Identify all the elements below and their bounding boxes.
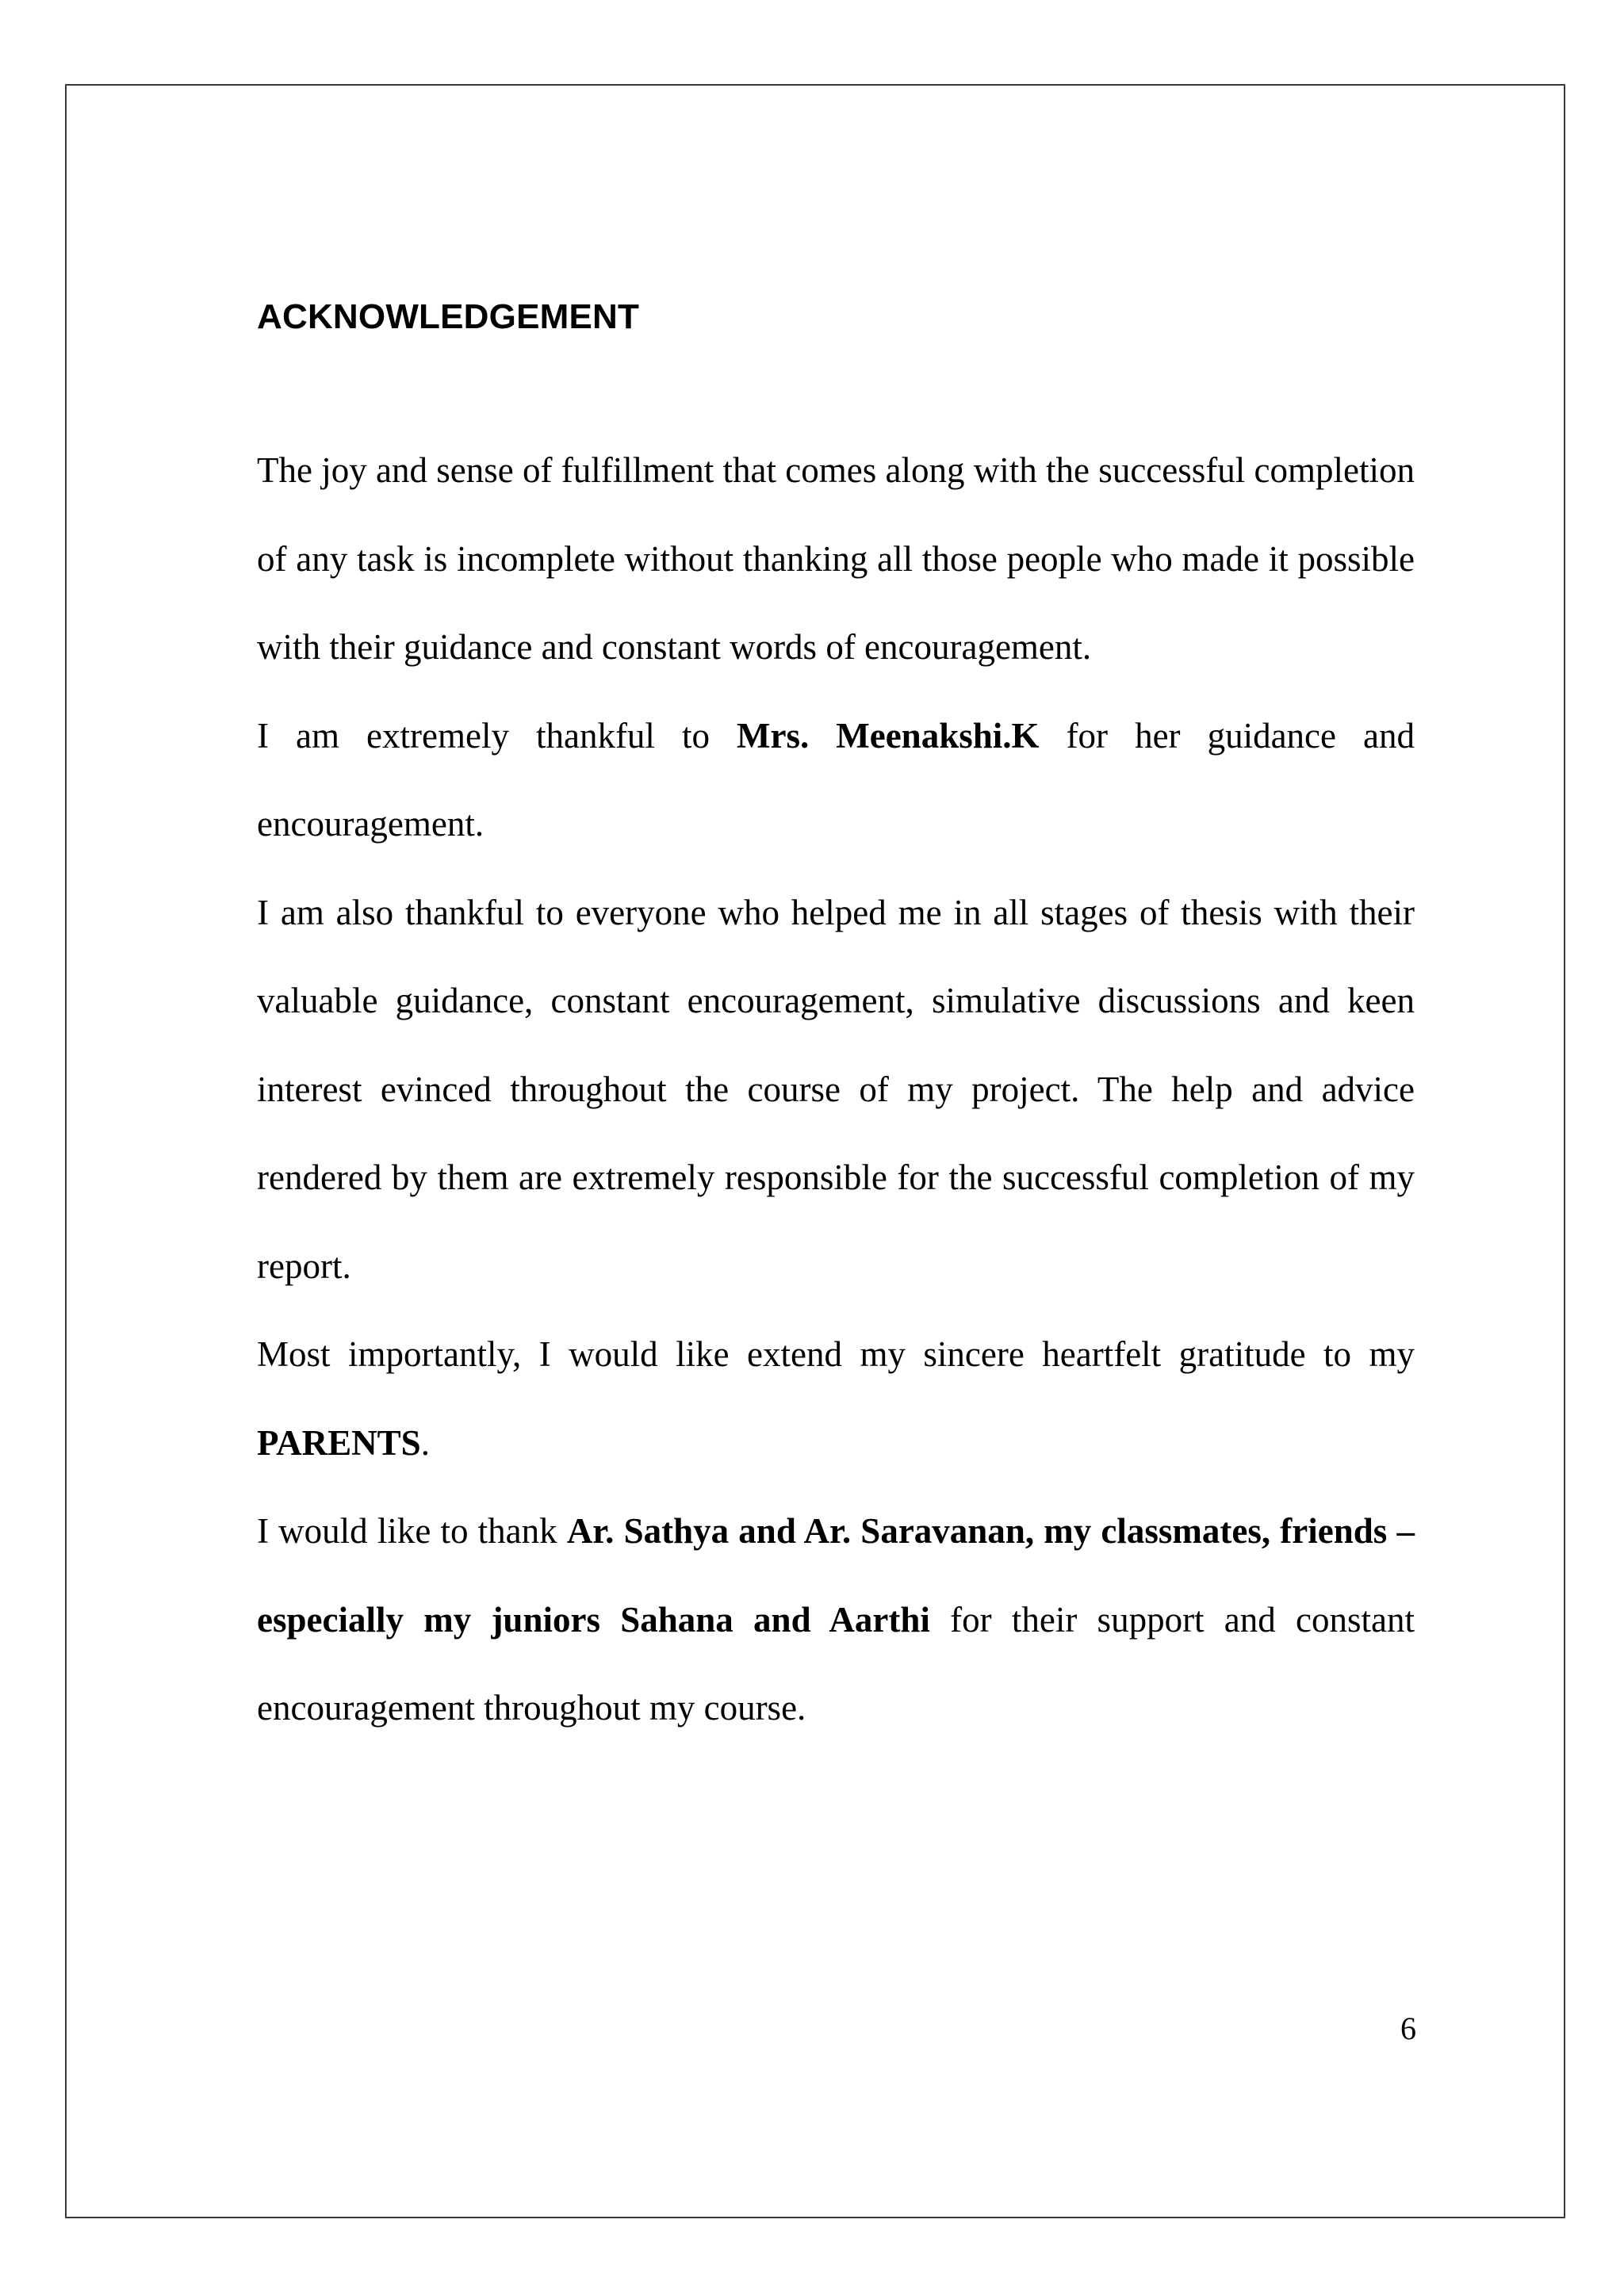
paragraph-everyone-thanks: I am also thankful to everyone who helped me in all stages of thesis with their valuable guidance, constant encouragement, simulative discussions and keen interest evinced throughout the course of my project. The help and advice rendered by them are extremely responsible for the successful completion of my report. bbox=[257, 892, 1415, 1286]
text-segment: I would like to thank bbox=[257, 1511, 567, 1551]
paragraph-parents-thanks bbox=[257, 1311, 1415, 1487]
text-segment: I am extremely thankful to bbox=[257, 715, 737, 756]
paragraph-intro: The joy and sense of fulfillment that comes along with the successful completion of any task is incomplete without thanking all those people who made it possible with their guidance and constant words of encouragement. bbox=[257, 450, 1415, 667]
paragraph-friends-thanks bbox=[257, 1487, 1415, 1753]
friends-names: Ar. Sathya and Ar. Saravanan, my classmates, friends – especially my juniors Sahana and Aarthi bbox=[257, 1511, 1415, 1640]
text-segment: for her guidance and encouragement. bbox=[257, 715, 1415, 844]
paragraph-guide-thanks bbox=[257, 692, 1415, 869]
text-segment: Most importantly, I would like extend my sincere heartfelt gratitude to my bbox=[257, 1334, 1415, 1374]
body-text bbox=[257, 427, 1415, 1753]
parents-emphasis: PARENTS bbox=[257, 1422, 421, 1463]
text-segment: . bbox=[420, 1422, 430, 1463]
text-segment: for their support and constant encouragement throughout my course. bbox=[257, 1599, 1415, 1728]
page-title: ACKNOWLEDGEMENT bbox=[257, 297, 640, 336]
guide-name: Mrs. Meenakshi.K bbox=[737, 715, 1040, 756]
page-number: 6 bbox=[1400, 2011, 1416, 2046]
document-content bbox=[257, 293, 1415, 1753]
